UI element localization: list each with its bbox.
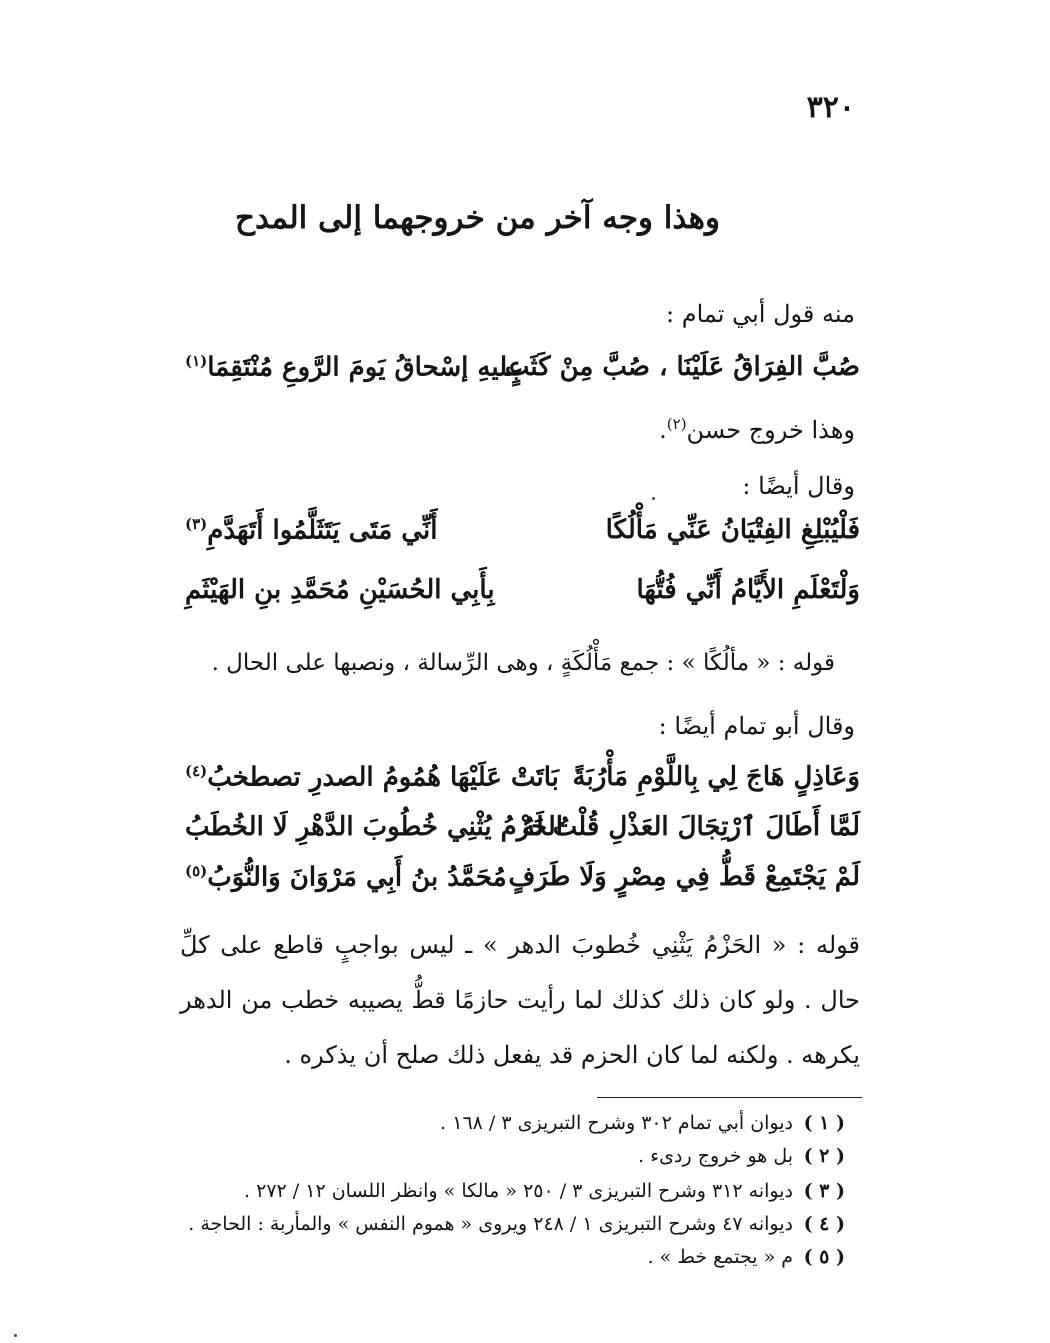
intro-line: وقال أبو تمام أيضًا : xyxy=(658,712,855,740)
footnote-number: ( ٢ ) xyxy=(803,1145,845,1167)
verse-first-hemistich: لَمَّا أَطَالَ ٱرْتِجَالَ العَذْلِ قُلْتُ لَهُ xyxy=(521,812,860,842)
footnote-text: ديوانه ٣١٢ وشرح التبريزى ٣ / ٢٥٠ « مالكا » وانظر اللسان ١٢ / ٢٧٢ . xyxy=(244,1180,793,1202)
verse-first-hemistich: وَلْتَعْلَمِ الأَيَّامُ أَنِّي فُتُّهَا xyxy=(636,575,860,605)
footnote xyxy=(244,1180,845,1202)
footnote xyxy=(188,1213,845,1235)
footnote-text: بل هو خروج ردىء . xyxy=(638,1145,793,1167)
verse-line xyxy=(185,862,860,906)
section-heading: وهذا وجه آخر من خروجهما إلى المدح xyxy=(234,200,720,236)
scan-speck xyxy=(652,497,655,500)
verse-second-hemistich xyxy=(185,862,507,893)
footnote-number: ( ٤ ) xyxy=(803,1213,845,1235)
verse-first-hemistich: وَعَاذِلٍ هَاجَ لِي بِاللَّوْمِ مَأْرُبَةً xyxy=(572,762,860,792)
footnote-text: ديوانه ٤٧ وشرح التبريزى ١ / ٢٤٨ ويروى « هموم النفس » والمأربة : الحاجة . xyxy=(188,1213,793,1235)
footnote xyxy=(648,1246,845,1268)
scan-speck xyxy=(14,1334,17,1337)
intro-line: منه قول أبي تمام : xyxy=(666,300,855,328)
commentary-line xyxy=(659,415,855,444)
footnote-marker: (٢) xyxy=(666,415,687,433)
verse-second-hemistich xyxy=(185,515,437,546)
verse-second-hemistich xyxy=(185,762,559,793)
verse-line xyxy=(185,515,860,559)
footnote xyxy=(440,1112,845,1134)
footnote-text: ديوان أبي تمام ٣٠٢ وشرح التبريزى ٣ / ١٦٨ . xyxy=(440,1112,793,1134)
hemistich-text: علیهِ إسْحاقُ يَومَ الرَّوعِ مُنْتَقِمَا xyxy=(207,352,524,383)
page-number: ٣٢٠ xyxy=(806,90,855,125)
footnote-text: م « يجتمع خط » . xyxy=(647,1246,793,1268)
commentary-line: قوله : « مألُكًا » : جمع مَأْلُكَةٍ ، وهى الرِّسالة ، ونصبها على الحال . xyxy=(211,650,835,676)
verse-second-hemistich xyxy=(185,352,523,383)
footnote-marker: (٥) xyxy=(185,862,208,880)
footnote-marker: (١) xyxy=(185,352,208,370)
verse-first-hemistich: صُبَّ الفِرَاقُ عَلَيْنَا ، صُبَّ مِنْ كَثَبٍ xyxy=(504,352,860,382)
verse-line xyxy=(185,575,860,619)
verse-line xyxy=(185,762,860,806)
verse-line xyxy=(185,812,860,856)
footnote-number: ( ٥ ) xyxy=(803,1246,845,1268)
verse-line xyxy=(185,352,860,396)
footnote-number: ( ٣ ) xyxy=(803,1180,845,1202)
footnote-number: ( ١ ) xyxy=(803,1112,845,1134)
footnote xyxy=(638,1145,845,1167)
commentary-text: وهذا خروج حسن xyxy=(686,416,855,444)
hemistich-text: أَنِّي مَتَى يَتَثَلَّمُوا أَتَهَدَّمِ xyxy=(207,515,438,546)
intro-line: وقال أيضًا : xyxy=(742,472,855,500)
footnote-divider xyxy=(597,1097,862,1098)
sentence-end: . xyxy=(659,416,667,444)
verse-first-hemistich: لَمْ يَجْتَمِعْ قَطُّ فِي مِصْرٍ وَلَا طَرَفٍ xyxy=(508,862,860,892)
commentary-paragraph: قوله : « الحَزْمُ يَثْنِي خُطوبَ الدهر » ـ ليس بواجبٍ قاطع على كلِّ حال . ولو كان ذلك كذلك لما رأيت حازمًا قطُّ يصيبه خطب من الدهر يكرهه . ولكنه لما كان الحزم قد يفعل ذلك صلح أن يذكره . xyxy=(180,931,860,1069)
verse-second-hemistich: بِأَبِي الحُسَيْنِ مُحَمَّدِ بنِ الهَيْثَمِ xyxy=(185,575,495,605)
hemistich-text: بَاتَتْ عَلَيْهَا هُمُومُ الصدرِ تصطخبُ xyxy=(207,762,559,793)
hemistich-text: مُحَمَّدُ بنُ أَبِي مَرْوَانَ وَالنُّوَبُ xyxy=(207,862,507,893)
footnote-marker: (٤) xyxy=(185,762,208,780)
verse-first-hemistich: فَلْيُبْلِغِ الفِتْيَانُ عَنِّي مَأْلُكًا xyxy=(605,515,860,545)
footnote-marker: (٣) xyxy=(185,515,208,533)
verse-second-hemistich: الحَزْمُ يُثْنِي خُطُوبَ الدَّهْرِ لَا الخُطَبُ xyxy=(185,812,564,842)
